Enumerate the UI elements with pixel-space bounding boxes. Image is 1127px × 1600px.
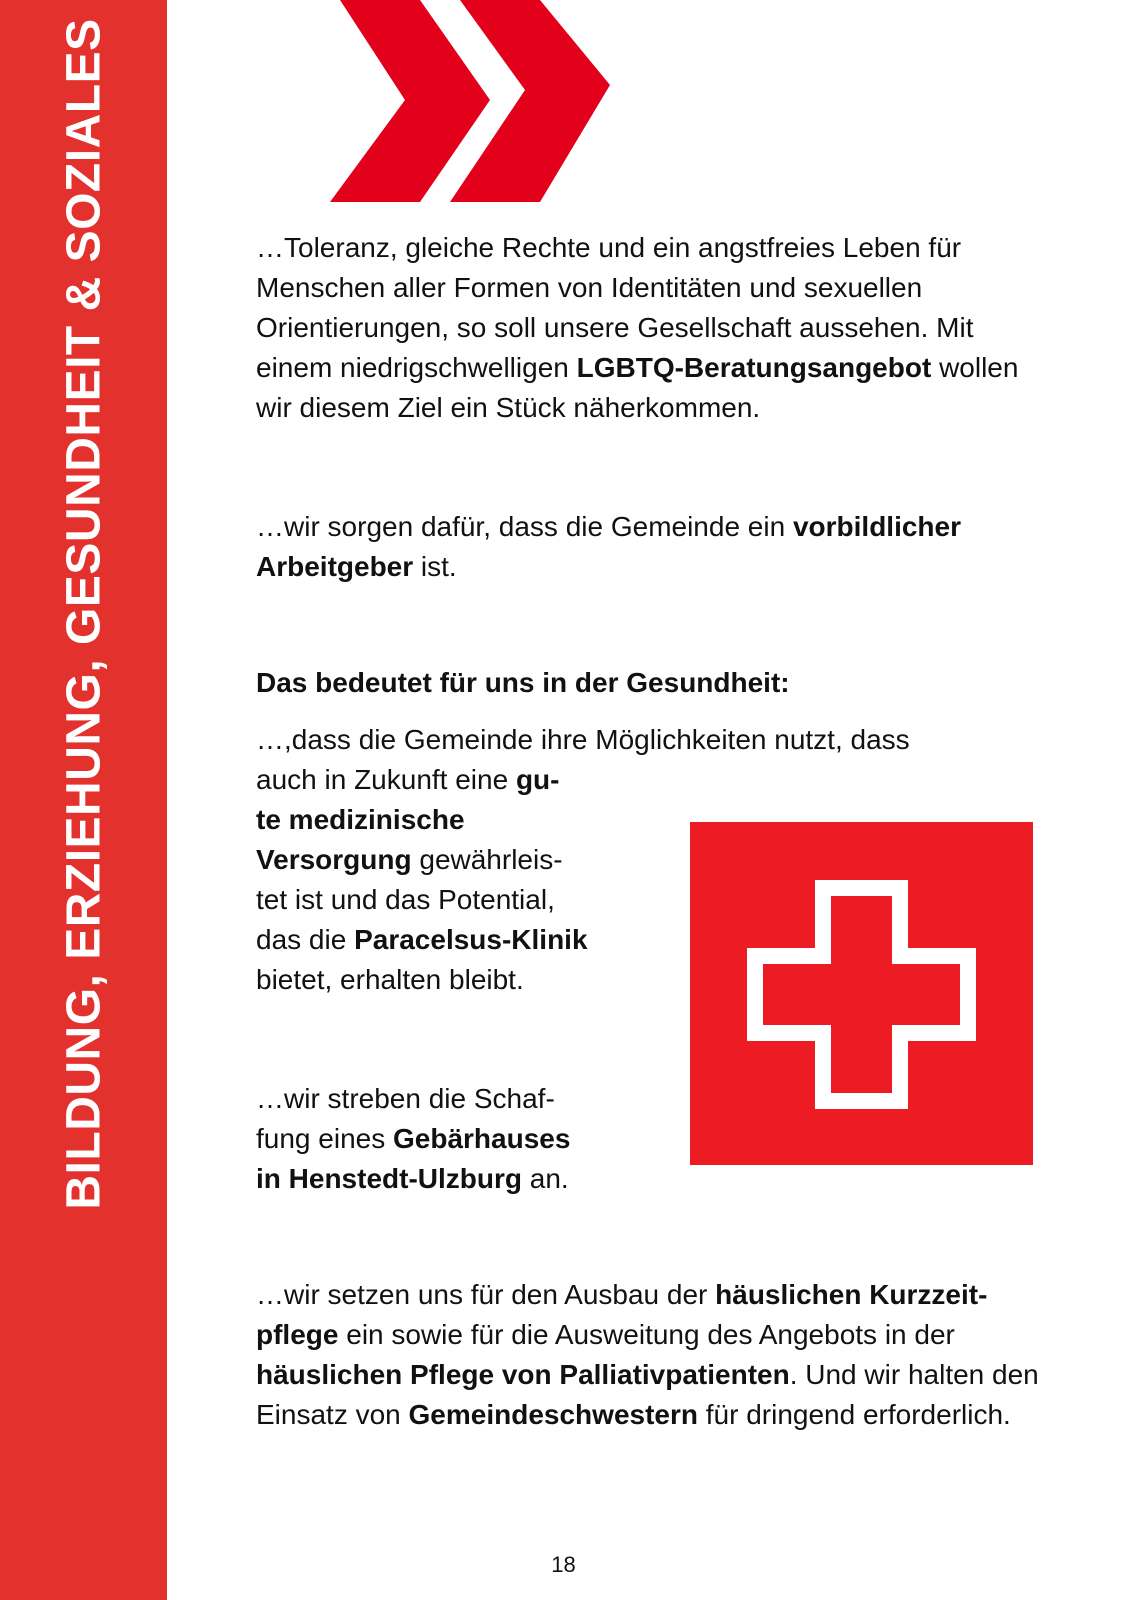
- sidebar: [0, 0, 167, 1600]
- page-number: 18: [551, 1552, 576, 1577]
- paragraph-tolerance: …Toleranz, gleiche Rechte und ein angstfreies Leben für Menschen aller Formen von Identitäten und sexuellen Orientierungen, so soll unsere Gesellschaft aussehen. Mit einem niedrigschwelligen LGBTQ-Beratungsangebot wollen wir diesem Ziel ein Stück näherkommen.: [256, 232, 1019, 423]
- paragraph-care: …wir setzen uns für den Ausbau der häuslichen Kurzzeit-pflege ein sowie für die Ausweitung des Angebots in der häuslichen Pflege von Palliativpatienten. Und wir halten den Einsatz von Gemeindeschwestern für dringend erforderlich.: [256, 1279, 1039, 1430]
- paragraph-employer: …wir sorgen dafür, dass die Gemeinde ein vorbildlicher Arbeitgeber ist.: [256, 511, 961, 582]
- double-chevron-icon: [320, 0, 620, 202]
- section-title: BILDUNG, ERZIEHUNG, GESUNDHEIT & SOZIALES: [57, 18, 110, 1210]
- health-heading: Das bedeutet für uns in der Gesundheit:: [256, 667, 790, 698]
- paragraph-medical-care: …,dass die Gemeinde ihre Möglichkeiten nutzt, dass auch in Zukunft eine gu- te medizinische Versorgung gewährleis- tet ist und das Potential, das die Paracelsus-Klinik bietet, erhalten bleibt.: [256, 724, 910, 995]
- paragraph-birth-house: …wir streben die Schaf- fung eines Gebärhauses in Henstedt-Ulzburg an.: [256, 1083, 571, 1194]
- medical-cross-icon: [690, 822, 1033, 1165]
